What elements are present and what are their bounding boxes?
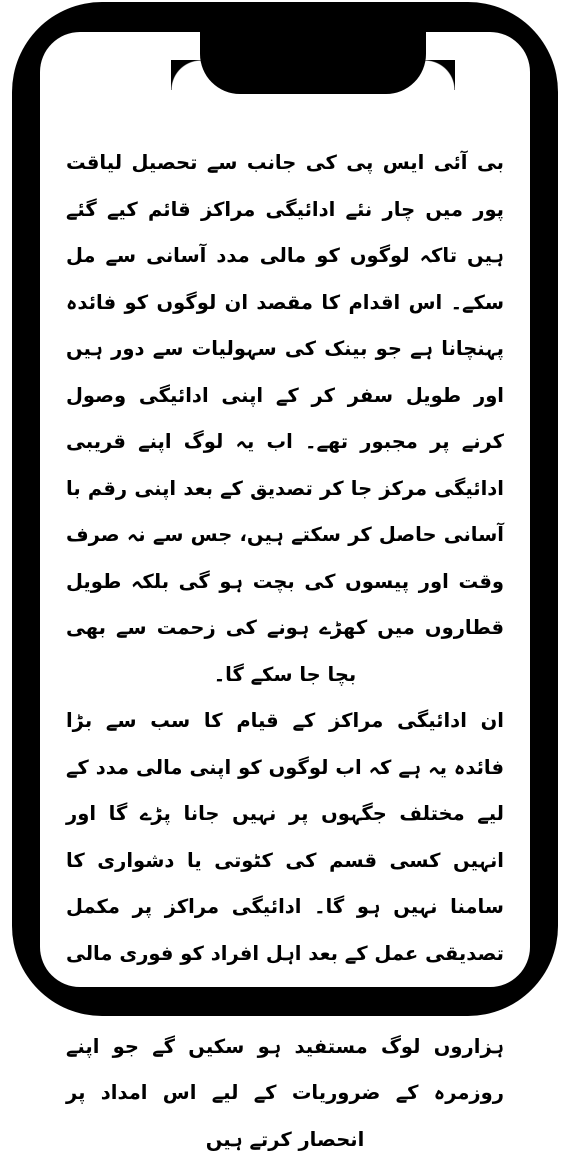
article-paragraph-1: بی آئی ایس پی کی جانب سے تحصیل لیاقت پور میں چار نئے ادائیگی مراکز قائم کیے گئے ہیں تاکہ لوگوں کو مالی مدد آسانی سے مل سکے۔ اس اقدام کا مقصد ان لوگوں کو فائدہ پہنچانا ہے جو بینک کی سہولیات سے دور ہیں اور طویل سفر کر کے اپنی ادائیگی وصول کرنے پر مجبور تھے۔ اب یہ لوگ اپنے قریبی ادائیگی مرکز جا کر تصدیق کے بعد اپنی رقم با آسانی حاصل کر سکتے ہیں، جس سے نہ صرف وقت اور پیسوں کی بچت ہو گی بلکہ طویل قطاروں میں کھڑے ہونے کی زحمت سے بھی بچا جا سکے گا۔ [66,151,504,686]
phone-notch [200,32,426,94]
phone-frame [12,2,558,1151]
phone-screen [40,32,530,1151]
article-paragraph-2: ان ادائیگی مراکز کے قیام کا سب سے بڑا فائدہ یہ ہے کہ اب لوگوں کو اپنی مالی مدد کے لیے مختلف جگہوں پر نہیں جانا پڑے گا اور انہیں کسی قسم کی کٹوتی یا دشواری کا سامنا نہیں ہو گا۔ ادائیگی مراکز پر مکمل تصدیقی عمل کے بعد اہل افراد کو فوری مالی مدد فراہم کی جائے گی، اور اس اقدام سے ہزاروں لوگ مستفید ہو سکیں گے جو اپنے روزمرہ کے ضروریات کے لیے اس امداد پر انحصار کرتے ہیں [66,709,504,1151]
article-text [66,140,504,1163]
